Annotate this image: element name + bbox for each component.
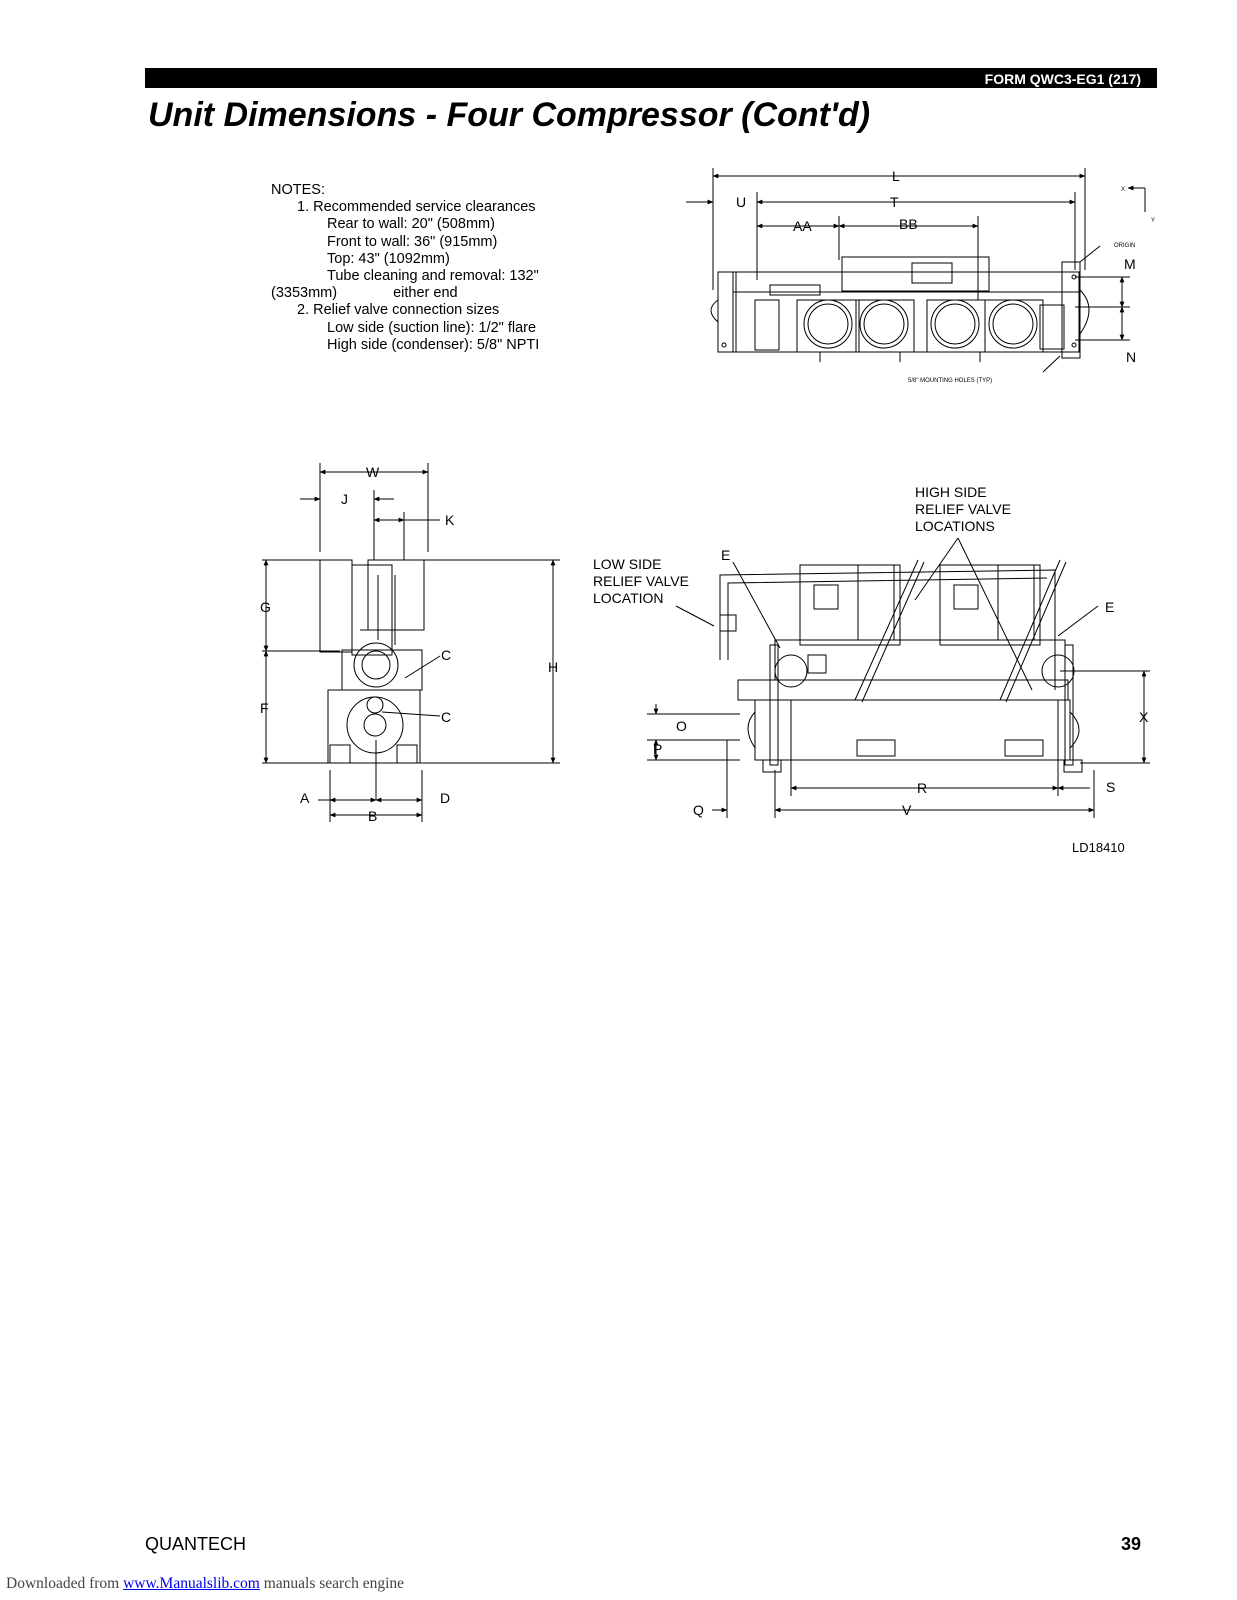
note-tube-mm: (3353mm) xyxy=(271,285,338,302)
side-view-labels xyxy=(260,464,558,824)
dim-label-n: N xyxy=(1126,349,1137,365)
low-side-line3: LOCATION xyxy=(593,590,664,606)
dim-label-o: O xyxy=(676,718,687,734)
dim-label-bb: BB xyxy=(899,216,918,232)
high-side-line1: HIGH SIDE xyxy=(915,484,987,500)
front-view xyxy=(647,538,1150,818)
manualslib-link[interactable]: www.Manualslib.com xyxy=(123,1575,260,1592)
dim-label-p: P xyxy=(653,741,663,757)
dim-label-j: J xyxy=(341,491,348,507)
note-2: 2. Relief valve connection sizes xyxy=(297,302,500,319)
dim-label-x: X xyxy=(1139,709,1149,725)
dim-label-d: D xyxy=(440,790,451,806)
dim-label-k: K xyxy=(445,512,455,528)
dim-label-q: Q xyxy=(693,802,704,818)
front-view-labels xyxy=(593,484,1149,818)
page-number: 39 xyxy=(1120,1534,1141,1554)
low-side-line1: LOW SIDE xyxy=(593,556,662,572)
note-rear: Rear to wall: 20" (508mm) xyxy=(327,216,495,233)
dim-label-a: A xyxy=(300,790,310,806)
dim-label-g: G xyxy=(260,599,271,615)
note-1: 1. Recommended service clearances xyxy=(297,199,536,216)
dim-label-aa: AA xyxy=(793,218,812,234)
dim-label-c-bottom: C xyxy=(441,709,452,725)
dim-label-t: T xyxy=(890,194,899,210)
form-code: FORM QWC3-EG1 (217) xyxy=(984,71,1141,87)
download-note xyxy=(6,1575,404,1593)
side-view xyxy=(262,463,560,822)
dim-label-l: L xyxy=(892,168,900,184)
dim-label-s: S xyxy=(1106,779,1116,795)
dim-label-w: W xyxy=(366,464,380,480)
axis-x-label: X xyxy=(1121,187,1126,193)
top-view xyxy=(686,168,1145,372)
note-front: Front to wall: 36" (915mm) xyxy=(327,233,498,250)
dim-label-m: M xyxy=(1124,256,1136,272)
dim-label-e-left: E xyxy=(721,547,731,563)
dim-label-h: H xyxy=(548,659,559,675)
note-low-side: Low side (suction line): 1/2" flare xyxy=(327,319,537,336)
note-either-end: either end xyxy=(393,285,458,302)
download-suffix: manuals search engine xyxy=(259,1575,405,1592)
mounting-holes-label: 5/8" MOUNTING HOLES (TYP) xyxy=(908,378,993,384)
dim-label-b: B xyxy=(368,808,378,824)
note-tube: Tube cleaning and removal: 132" xyxy=(327,268,539,285)
footer-brand: QUANTECH xyxy=(145,1534,247,1554)
dim-label-v: V xyxy=(902,802,912,818)
dim-label-e-right: E xyxy=(1105,599,1115,615)
drawing-id: LD18410 xyxy=(1072,840,1125,855)
note-top: Top: 43" (1092mm) xyxy=(327,250,450,267)
notes-heading: NOTES: xyxy=(271,182,325,198)
high-side-line3: LOCATIONS xyxy=(915,518,995,534)
low-side-line2: RELIEF VALVE xyxy=(593,573,689,589)
download-prefix: Downloaded from xyxy=(6,1575,124,1592)
dim-label-c-top: C xyxy=(441,647,452,663)
dim-label-f: F xyxy=(260,700,269,716)
page-title: Unit Dimensions - Four Compressor (Cont'd) xyxy=(148,96,871,134)
dim-label-r: R xyxy=(917,780,928,796)
note-high-side: High side (condenser): 5/8" NPTI xyxy=(327,336,540,353)
origin-label: ORIGIN xyxy=(1114,243,1136,249)
high-side-line2: RELIEF VALVE xyxy=(915,501,1011,517)
axis-y-label: Y xyxy=(1151,218,1156,224)
dim-label-u: U xyxy=(736,194,747,210)
